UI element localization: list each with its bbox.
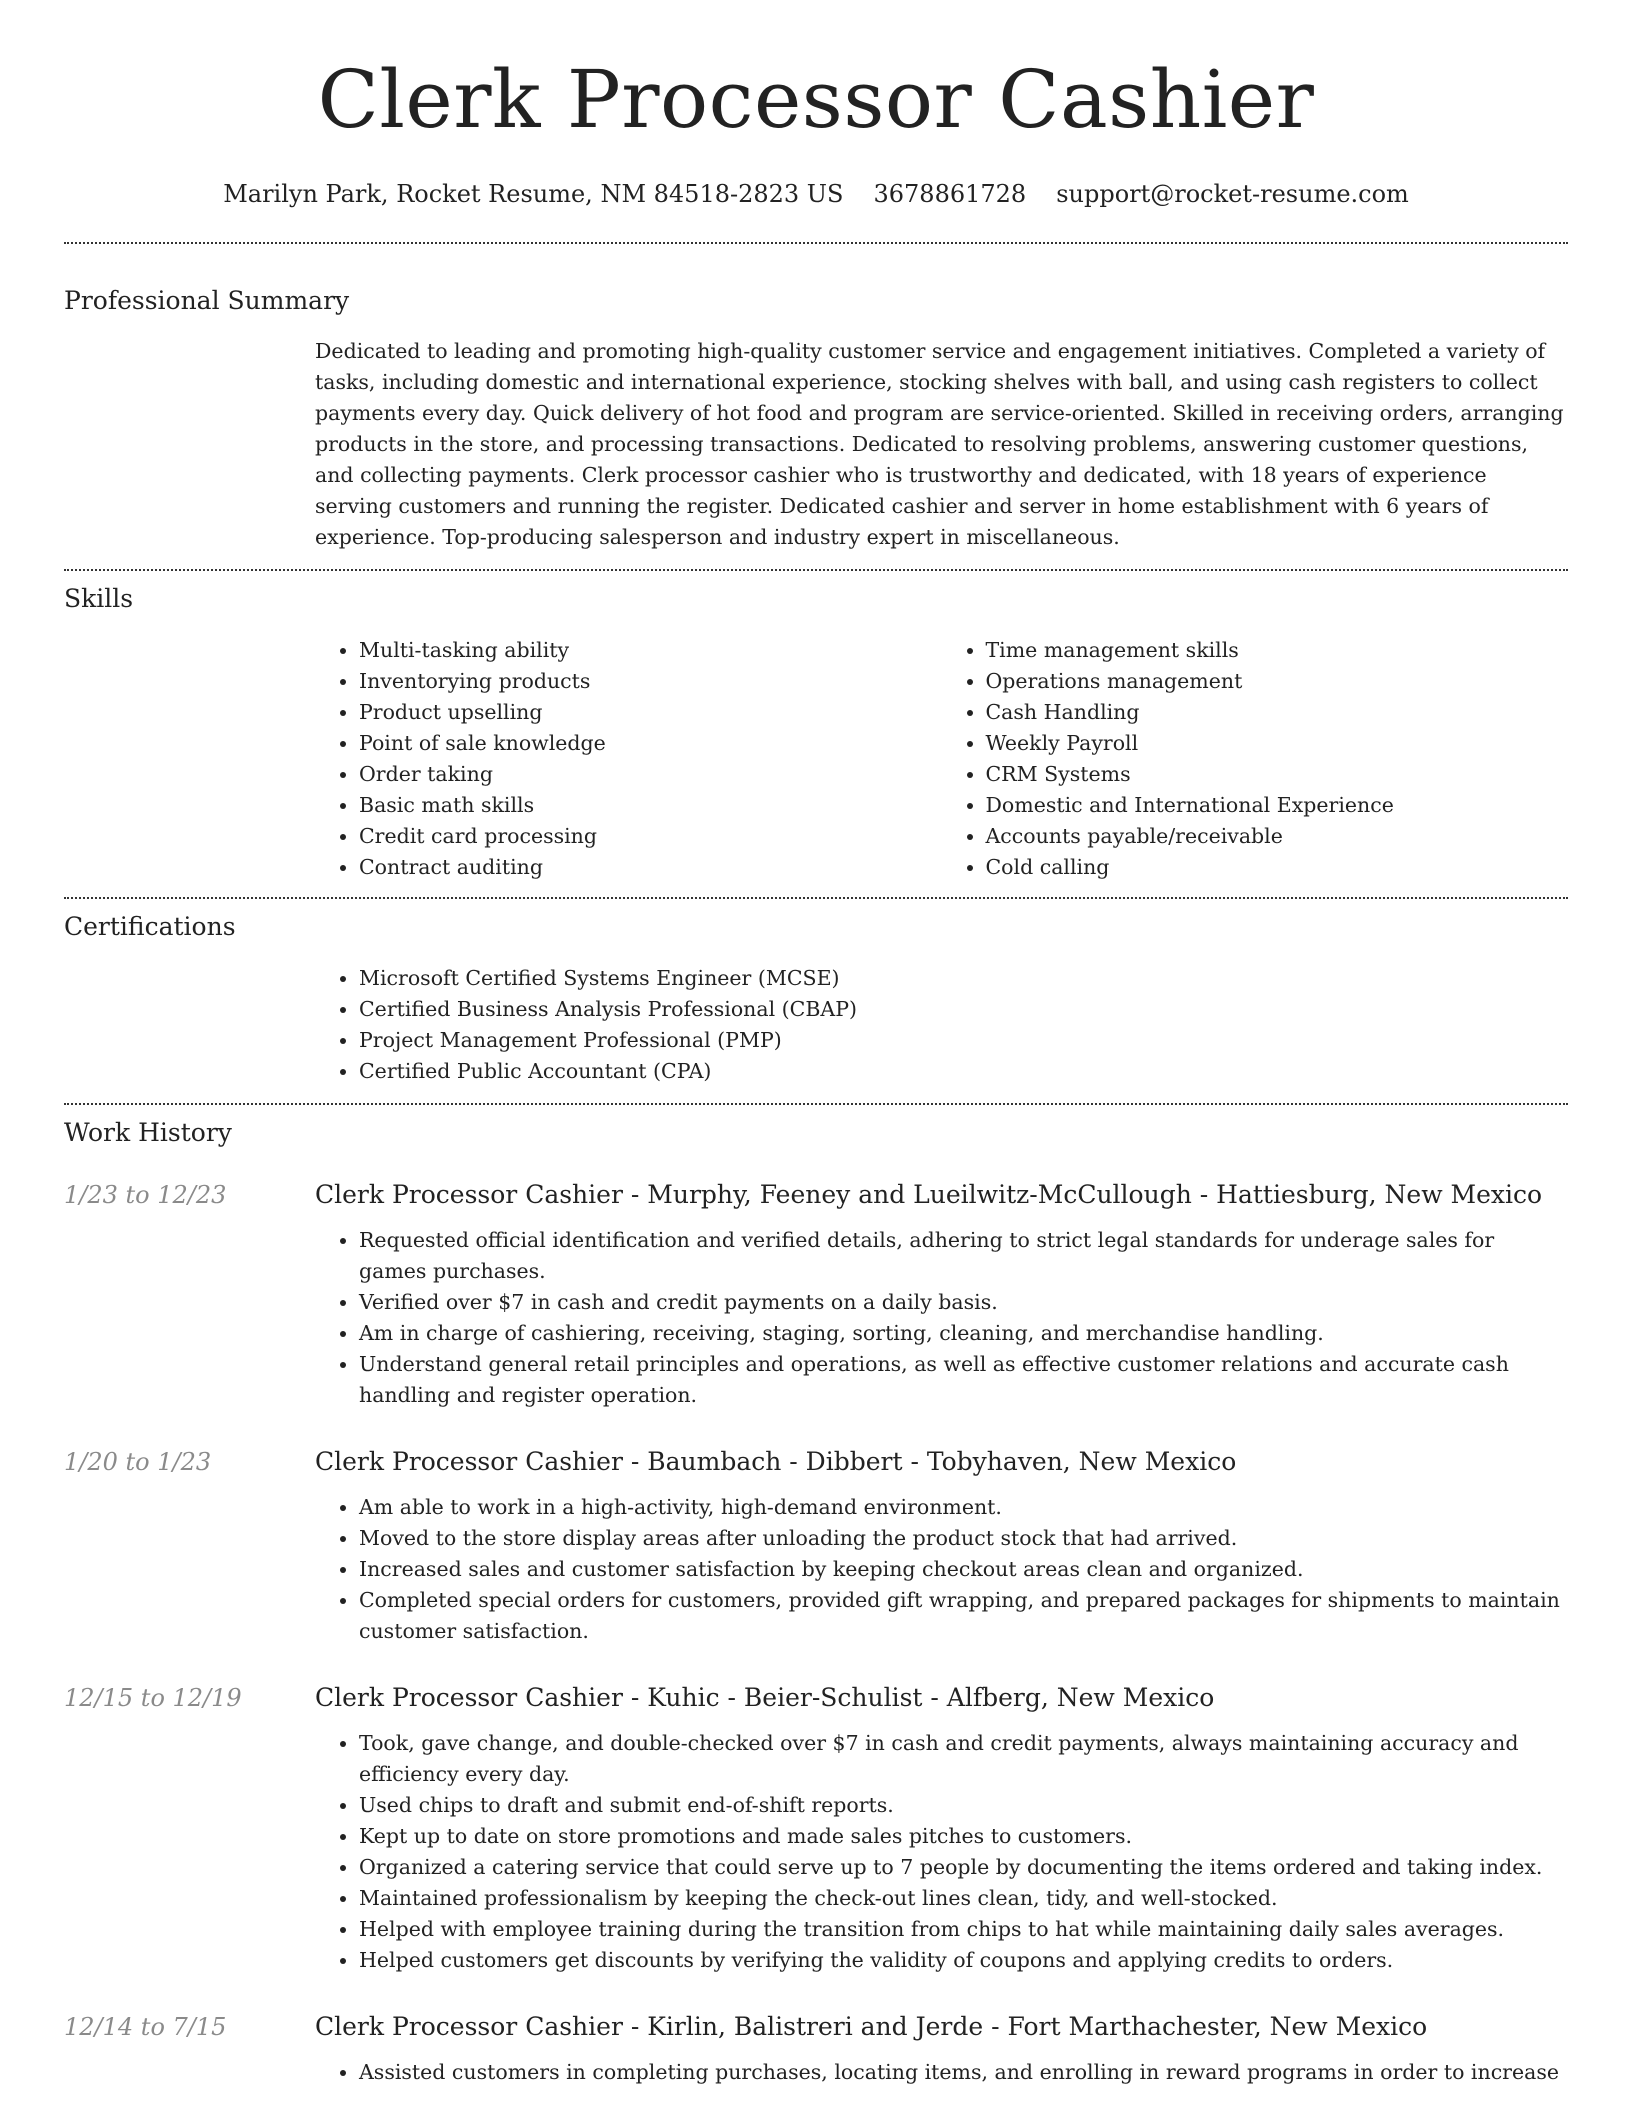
job-bullet: • Kept up to date on store promotions and made sales pitches to customers. — [359, 1821, 1568, 1852]
job-dates: 1/23 to 12/23 — [64, 1181, 227, 1209]
job-bullet: • Requested official identification and verified details, adhering to strict legal standards for underage sales for games purchases. — [359, 1225, 1568, 1287]
job-entry — [64, 1681, 1568, 1976]
certifications-list — [315, 963, 1568, 1087]
skill-item: • Accounts payable/receivable — [986, 821, 1569, 852]
skill-item: • Cold calling — [986, 852, 1569, 883]
job-bullet: • Took, gave change, and double-checked over $7 in cash and credit payments, always maintaining accuracy and efficiency every day. — [359, 1728, 1568, 1790]
summary-title: Professional Summary — [64, 286, 350, 315]
skill-item: • Contract auditing — [359, 852, 942, 883]
summary-content — [315, 336, 1568, 553]
certification-item: • Project Management Professional (PMP) — [359, 1025, 1568, 1056]
job-dates: 12/14 to 7/15 — [64, 2013, 227, 2041]
job-entry — [64, 1445, 1568, 1647]
job-title: Clerk Processor Cashier - Murphy, Feeney and Lueilwitz-McCullough - Hattiesburg, New Mexico — [315, 1180, 1543, 1209]
skills-section — [64, 582, 1568, 883]
skills-title: Skills — [64, 584, 134, 613]
contact-address: Marilyn Park, Rocket Resume, NM 84518-2823 US — [223, 180, 844, 208]
job-bullet: • Assisted customers in completing purchases, locating items, and enrolling in reward programs in order to increase — [359, 2057, 1568, 2088]
certification-item: • Certified Business Analysis Professional (CBAP) — [359, 994, 1568, 1025]
job-title: Clerk Processor Cashier - Kirlin, Balistreri and Jerde - Fort Marthachester, New Mexico — [315, 2012, 1428, 2041]
contact-phone: 3678861728 — [873, 180, 1027, 208]
job-bullet: • Am in charge of cashiering, receiving, staging, sorting, cleaning, and merchandise handling. — [359, 1318, 1568, 1349]
job-bullets — [315, 1492, 1568, 1647]
skills-divider — [64, 897, 1568, 899]
skill-item: • Time management skills — [986, 635, 1569, 666]
certification-item: • Microsoft Certified Systems Engineer (MCSE) — [359, 963, 1568, 994]
skill-item: • Point of sale knowledge — [359, 728, 942, 759]
job-entry — [64, 2010, 1568, 2088]
certifications-divider — [64, 1103, 1568, 1105]
resume-header — [64, 0, 1568, 210]
job-bullet: • Moved to the store display areas after unloading the product stock that had arrived. — [359, 1523, 1568, 1554]
certifications-title: Certifications — [64, 912, 236, 941]
job-bullet: • Completed special orders for customers, provided gift wrapping, and prepared packages for shipments to maintain customer satisfaction. — [359, 1585, 1568, 1647]
job-bullets — [315, 2057, 1568, 2088]
job-entry — [64, 1178, 1568, 1411]
resume-page — [64, 0, 1568, 2088]
summary-section — [64, 284, 1568, 553]
summary-text: Dedicated to leading and promoting high-quality customer service and engagement initiatives. Completed a variety of tasks, including domestic and international experience, stocking shelves with ball, and using cash registers to collect payments every day. Quick delivery of hot food and program are service-oriented. Skilled in receiving orders, arranging products in the store, and processing transactions. Dedicated to resolving problems, answering customer questions, and collecting payments. Clerk processor cashier who is trustworthy and dedicated, with 18 years of experience serving customers and running the register. Dedicated cashier and server in home establishment with 6 years of experience. Top-producing salesperson and industry expert in miscellaneous. — [315, 339, 1564, 549]
skill-item: • Weekly Payroll — [986, 728, 1569, 759]
work-section — [64, 1116, 1568, 2088]
job-bullets — [315, 1225, 1568, 1411]
skill-item: • Basic math skills — [359, 790, 942, 821]
job-bullet: • Verified over $7 in cash and credit payments on a daily basis. — [359, 1287, 1568, 1318]
skill-item: • Domestic and International Experience — [986, 790, 1569, 821]
job-title: Clerk Processor Cashier - Kuhic - Beier-Schulist - Alfberg, New Mexico — [315, 1683, 1215, 1712]
skill-item: • Credit card processing — [359, 821, 942, 852]
certification-item: • Certified Public Accountant (CPA) — [359, 1056, 1568, 1087]
summary-divider — [64, 569, 1568, 571]
candidate-name: Clerk Processor Cashier — [317, 53, 1315, 146]
certifications-content — [315, 963, 1568, 1087]
contact-line — [64, 178, 1568, 210]
skills-list-right — [942, 635, 1569, 883]
work-title: Work History — [64, 1118, 232, 1147]
job-bullet: • Organized a catering service that could serve up to 7 people by documenting the items ordered and taking index. — [359, 1852, 1568, 1883]
job-dates: 1/20 to 1/23 — [64, 1448, 212, 1476]
skill-item: • CRM Systems — [986, 759, 1569, 790]
certifications-section — [64, 910, 1568, 1087]
skills-list-left — [315, 635, 942, 883]
job-bullets — [315, 1728, 1568, 1976]
skill-item: • Operations management — [986, 666, 1569, 697]
contact-email: support@rocket-resume.com — [1056, 180, 1409, 208]
job-bullet: • Am able to work in a high-activity, high-demand environment. — [359, 1492, 1568, 1523]
header-divider — [64, 242, 1568, 244]
skill-item: • Multi-tasking ability — [359, 635, 942, 666]
skill-item: • Cash Handling — [986, 697, 1569, 728]
job-title: Clerk Processor Cashier - Baumbach - Dibbert - Tobyhaven, New Mexico — [315, 1447, 1237, 1476]
job-bullet: • Helped customers get discounts by verifying the validity of coupons and applying credits to orders. — [359, 1945, 1568, 1976]
job-bullet: • Increased sales and customer satisfaction by keeping checkout areas clean and organized. — [359, 1554, 1568, 1585]
job-bullet: • Understand general retail principles and operations, as well as effective customer relations and accurate cash handling and register operation. — [359, 1349, 1568, 1411]
job-bullet: • Used chips to draft and submit end-of-shift reports. — [359, 1790, 1568, 1821]
job-bullet: • Helped with employee training during the transition from chips to hat while maintaining daily sales averages. — [359, 1914, 1568, 1945]
skill-item: • Order taking — [359, 759, 942, 790]
skill-item: • Product upselling — [359, 697, 942, 728]
job-dates: 12/15 to 12/19 — [64, 1684, 242, 1712]
skill-item: • Inventorying products — [359, 666, 942, 697]
skills-columns — [315, 635, 1568, 883]
job-bullet: • Maintained professionalism by keeping the check-out lines clean, tidy, and well-stocked. — [359, 1883, 1568, 1914]
